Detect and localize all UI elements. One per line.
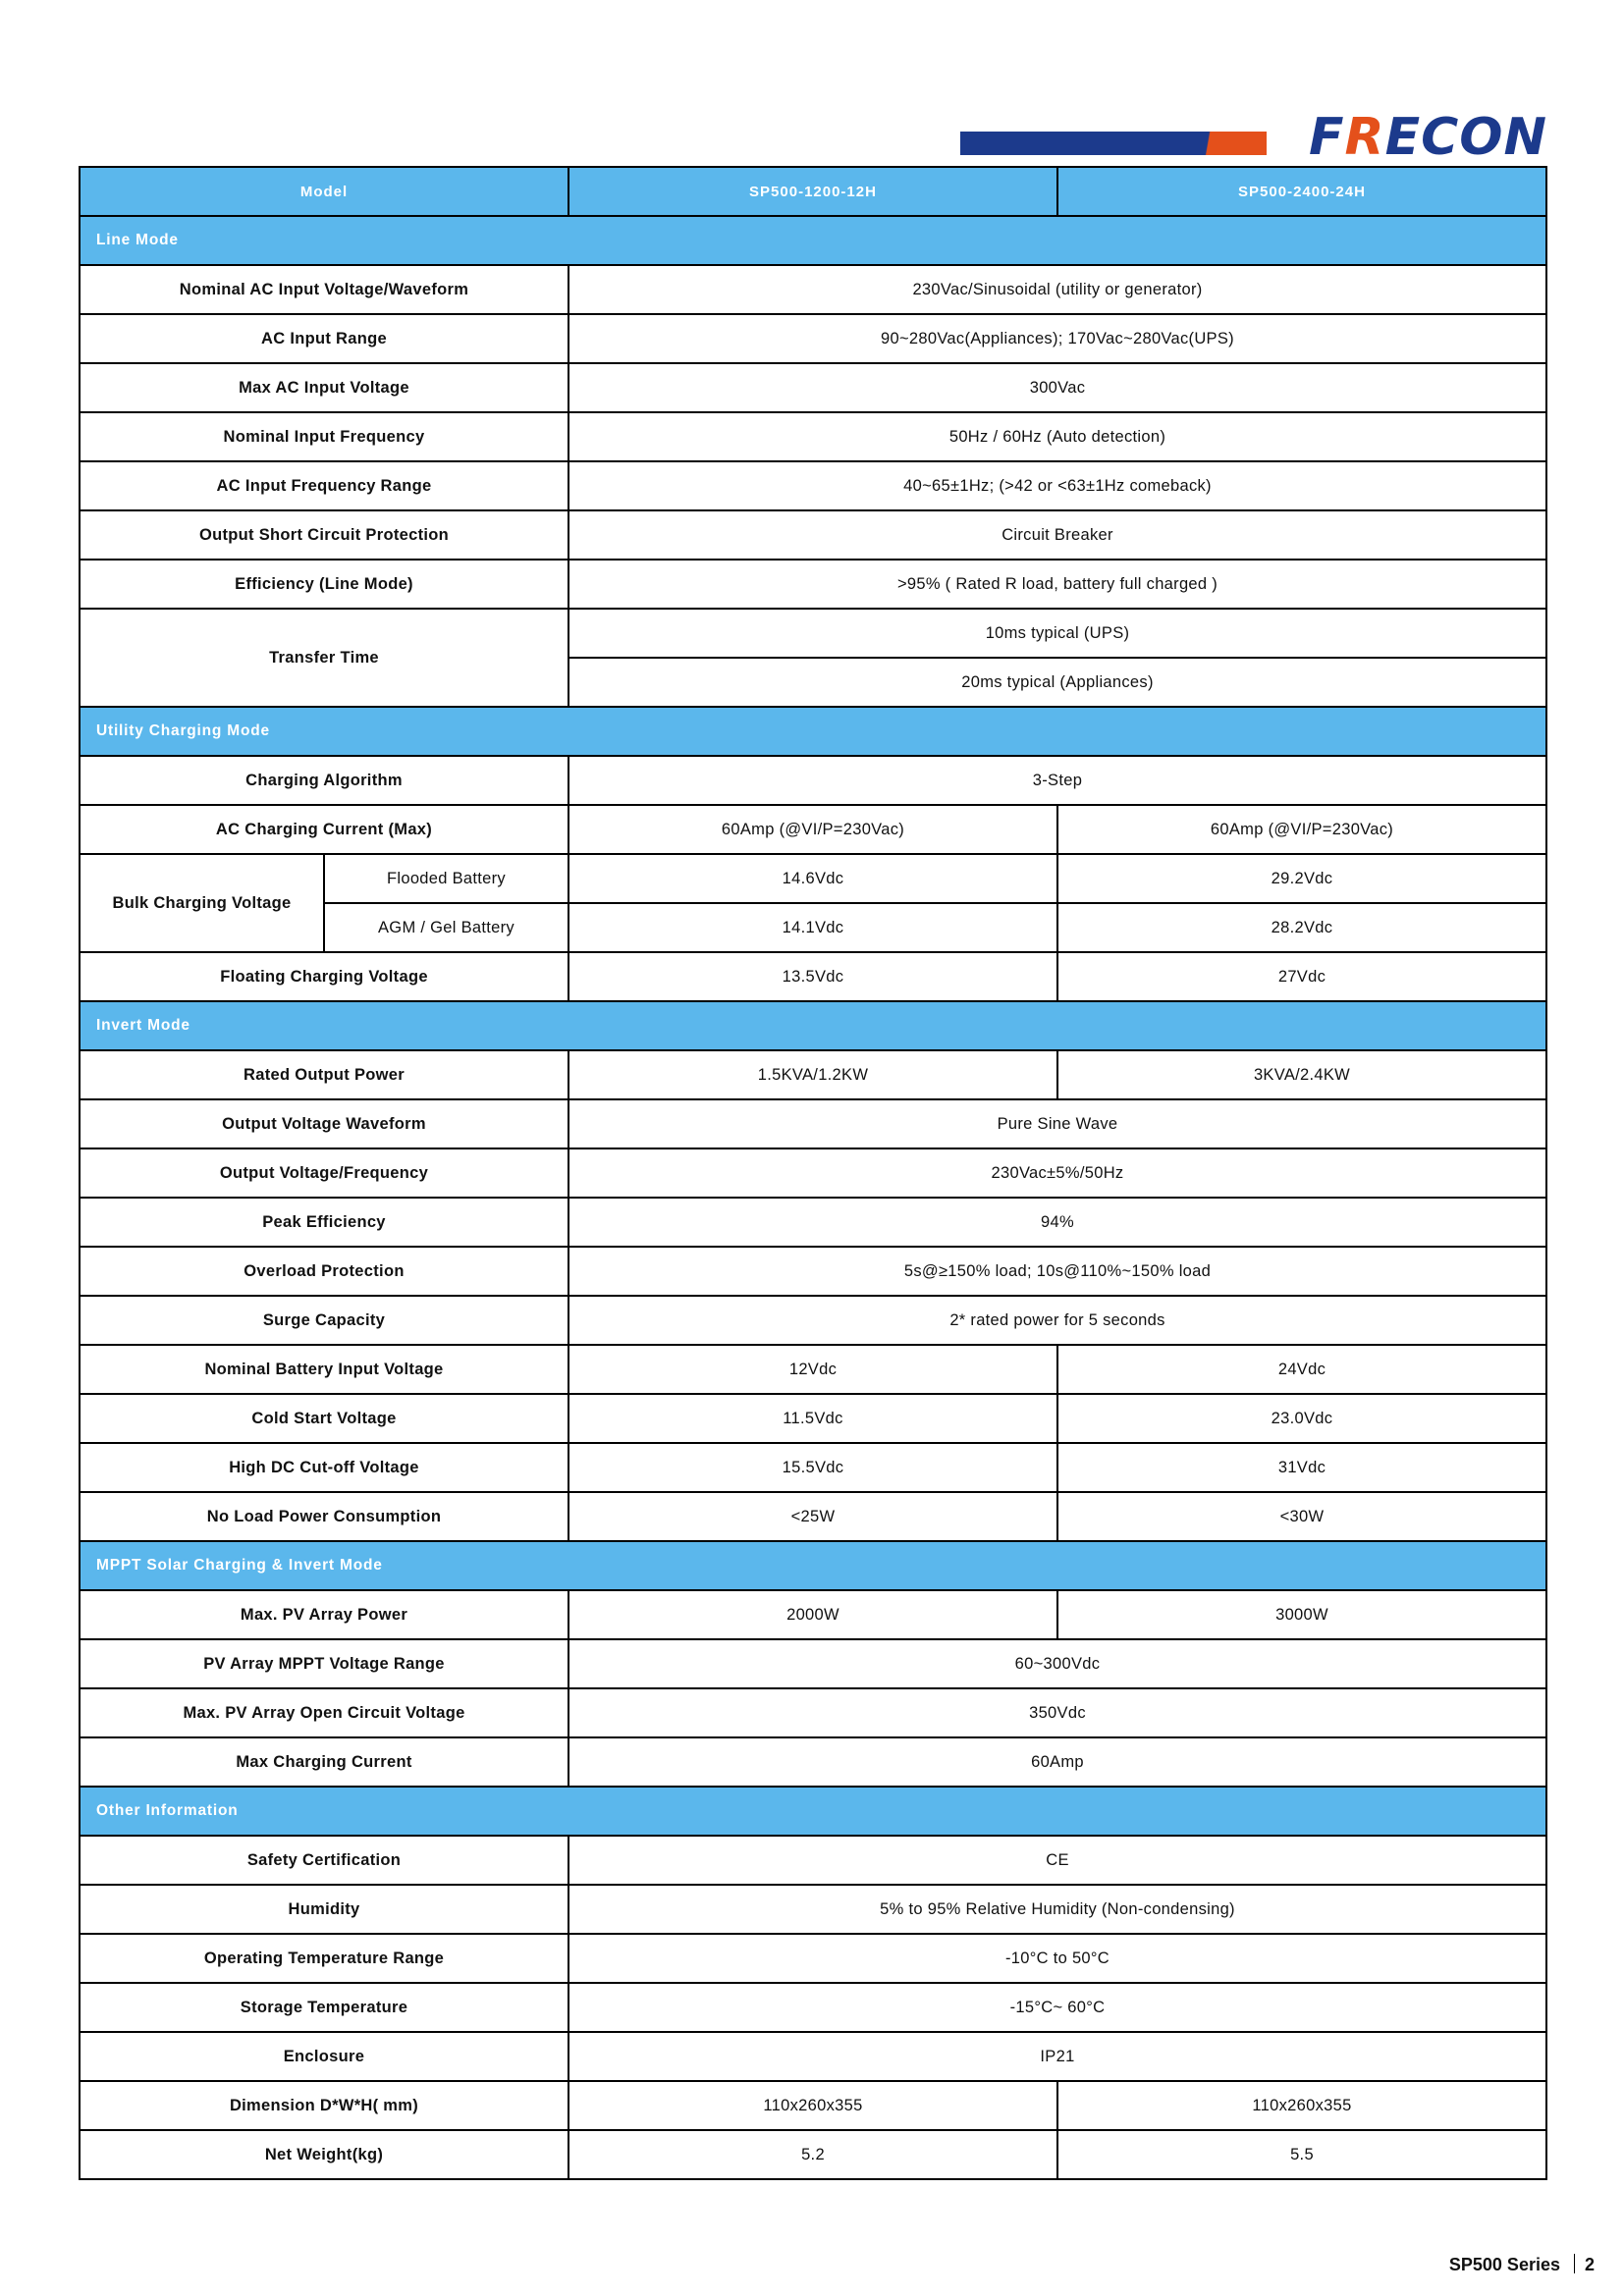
row-label: Net Weight(kg) <box>80 2130 568 2179</box>
row-label: AC Input Frequency Range <box>80 461 568 510</box>
table-row <box>80 2081 1546 2130</box>
table-row <box>80 1099 1546 1148</box>
section-row <box>80 1001 1546 1050</box>
row-value: 230Vac/Sinusoidal (utility or generator) <box>568 265 1546 314</box>
table-row <box>80 2032 1546 2081</box>
footer-series: SP500 Series <box>1448 2255 1560 2274</box>
section-utility-charging: Utility Charging Mode <box>80 707 1546 756</box>
table-row <box>80 1983 1546 2032</box>
table-row <box>80 1148 1546 1198</box>
row-value: 10ms typical (UPS) <box>568 609 1546 658</box>
row-value-b: 31Vdc <box>1057 1443 1546 1492</box>
section-invert-mode: Invert Mode <box>80 1001 1546 1050</box>
table-row <box>80 1443 1546 1492</box>
row-value-b: 28.2Vdc <box>1057 903 1546 952</box>
row-label: No Load Power Consumption <box>80 1492 568 1541</box>
section-mppt: MPPT Solar Charging & Invert Mode <box>80 1541 1546 1590</box>
row-value: 90~280Vac(Appliances); 170Vac~280Vac(UPS) <box>568 314 1546 363</box>
row-value-b: 3000W <box>1057 1590 1546 1639</box>
row-value-b: 110x260x355 <box>1057 2081 1546 2130</box>
row-value-a: 14.6Vdc <box>568 854 1057 903</box>
logo-wordmark: FRECON <box>1309 108 1547 167</box>
row-value: 3-Step <box>568 756 1546 805</box>
table-row <box>80 854 1546 903</box>
row-value: -10°C to 50°C <box>568 1934 1546 1983</box>
row-value: 60Amp <box>568 1737 1546 1787</box>
row-value-a: 110x260x355 <box>568 2081 1057 2130</box>
row-value: Circuit Breaker <box>568 510 1546 560</box>
row-label: Storage Temperature <box>80 1983 568 2032</box>
row-label: Max. PV Array Power <box>80 1590 568 1639</box>
row-label: Safety Certification <box>80 1836 568 1885</box>
page-number: 2 <box>1584 2255 1595 2274</box>
row-sublabel: Flooded Battery <box>324 854 568 903</box>
row-value-b: 29.2Vdc <box>1057 854 1546 903</box>
row-label: Transfer Time <box>80 609 568 707</box>
table-row <box>80 1934 1546 1983</box>
row-value-b: 23.0Vdc <box>1057 1394 1546 1443</box>
row-label: Output Voltage/Frequency <box>80 1148 568 1198</box>
row-label: Output Voltage Waveform <box>80 1099 568 1148</box>
row-value: 50Hz / 60Hz (Auto detection) <box>568 412 1546 461</box>
section-row <box>80 216 1546 265</box>
table-row <box>80 805 1546 854</box>
table-row <box>80 1296 1546 1345</box>
page-footer <box>1449 2254 1595 2275</box>
section-row <box>80 1541 1546 1590</box>
row-value: 20ms typical (Appliances) <box>568 658 1546 707</box>
row-value-b: 27Vdc <box>1057 952 1546 1001</box>
section-other: Other Information <box>80 1787 1546 1836</box>
row-label: Charging Algorithm <box>80 756 568 805</box>
table-row <box>80 1345 1546 1394</box>
row-label: Dimension D*W*H( mm) <box>80 2081 568 2130</box>
table-row <box>80 1050 1546 1099</box>
row-value-b: 24Vdc <box>1057 1345 1546 1394</box>
row-value-b: <30W <box>1057 1492 1546 1541</box>
row-value: 5s@≥150% load; 10s@110%~150% load <box>568 1247 1546 1296</box>
row-label: Floating Charging Voltage <box>80 952 568 1001</box>
header-model-a: SP500-1200-12H <box>568 167 1057 216</box>
row-value: 350Vdc <box>568 1688 1546 1737</box>
row-label: Overload Protection <box>80 1247 568 1296</box>
row-label: Max. PV Array Open Circuit Voltage <box>80 1688 568 1737</box>
row-value: >95% ( Rated R load, battery full charged ) <box>568 560 1546 609</box>
table-row <box>80 2130 1546 2179</box>
row-label: High DC Cut-off Voltage <box>80 1443 568 1492</box>
row-value-a: 5.2 <box>568 2130 1057 2179</box>
row-value: 60~300Vdc <box>568 1639 1546 1688</box>
row-value: 300Vac <box>568 363 1546 412</box>
row-label: Operating Temperature Range <box>80 1934 568 1983</box>
table-row <box>80 1688 1546 1737</box>
row-value-a: 13.5Vdc <box>568 952 1057 1001</box>
row-value-a: 12Vdc <box>568 1345 1057 1394</box>
row-sublabel: AGM / Gel Battery <box>324 903 568 952</box>
frecon-logo <box>960 108 1569 167</box>
table-row <box>80 560 1546 609</box>
table-row <box>80 1590 1546 1639</box>
row-value-a: 1.5KVA/1.2KW <box>568 1050 1057 1099</box>
header-model: Model <box>80 167 568 216</box>
row-label: AC Charging Current (Max) <box>80 805 568 854</box>
spec-table <box>79 166 1547 2180</box>
table-row <box>80 609 1546 658</box>
row-label: Max Charging Current <box>80 1737 568 1787</box>
table-row <box>80 1836 1546 1885</box>
table-row <box>80 510 1546 560</box>
footer-separator <box>1574 2254 1575 2273</box>
row-label: Surge Capacity <box>80 1296 568 1345</box>
row-value: 2* rated power for 5 seconds <box>568 1296 1546 1345</box>
header-model-b: SP500-2400-24H <box>1057 167 1546 216</box>
table-row <box>80 1394 1546 1443</box>
row-label: Nominal Battery Input Voltage <box>80 1345 568 1394</box>
logo-slant-bar <box>1168 132 1267 155</box>
table-header-row <box>80 167 1546 216</box>
section-row <box>80 707 1546 756</box>
row-value-a: 15.5Vdc <box>568 1443 1057 1492</box>
row-label: Nominal Input Frequency <box>80 412 568 461</box>
table-row <box>80 314 1546 363</box>
table-row <box>80 1247 1546 1296</box>
row-value-a: 14.1Vdc <box>568 903 1057 952</box>
row-label: Rated Output Power <box>80 1050 568 1099</box>
row-value: 40~65±1Hz; (>42 or <63±1Hz comeback) <box>568 461 1546 510</box>
table-row <box>80 1639 1546 1688</box>
row-value: -15°C~ 60°C <box>568 1983 1546 2032</box>
row-value: 5% to 95% Relative Humidity (Non-condensing) <box>568 1885 1546 1934</box>
table-row <box>80 363 1546 412</box>
row-label: Cold Start Voltage <box>80 1394 568 1443</box>
table-row <box>80 265 1546 314</box>
row-label: Output Short Circuit Protection <box>80 510 568 560</box>
section-line-mode: Line Mode <box>80 216 1546 265</box>
row-value-b: 5.5 <box>1057 2130 1546 2179</box>
row-label: Efficiency (Line Mode) <box>80 560 568 609</box>
table-row <box>80 461 1546 510</box>
row-label: Humidity <box>80 1885 568 1934</box>
row-label: AC Input Range <box>80 314 568 363</box>
table-row <box>80 1198 1546 1247</box>
table-row <box>80 1737 1546 1787</box>
section-row <box>80 1787 1546 1836</box>
row-label: Bulk Charging Voltage <box>80 854 324 952</box>
row-value: IP21 <box>568 2032 1546 2081</box>
row-label: PV Array MPPT Voltage Range <box>80 1639 568 1688</box>
logo-blue-bar <box>960 132 1186 155</box>
row-value: 230Vac±5%/50Hz <box>568 1148 1546 1198</box>
table-row <box>80 1492 1546 1541</box>
table-row <box>80 952 1546 1001</box>
table-row <box>80 756 1546 805</box>
row-value: 94% <box>568 1198 1546 1247</box>
row-label: Enclosure <box>80 2032 568 2081</box>
table-row <box>80 412 1546 461</box>
row-value-a: 2000W <box>568 1590 1057 1639</box>
row-label: Peak Efficiency <box>80 1198 568 1247</box>
logo-orange-bar <box>1255 132 1267 155</box>
row-value-b: 60Amp (@VI/P=230Vac) <box>1057 805 1546 854</box>
row-label: Nominal AC Input Voltage/Waveform <box>80 265 568 314</box>
row-value-b: 3KVA/2.4KW <box>1057 1050 1546 1099</box>
row-value-a: 60Amp (@VI/P=230Vac) <box>568 805 1057 854</box>
row-label: Max AC Input Voltage <box>80 363 568 412</box>
row-value: Pure Sine Wave <box>568 1099 1546 1148</box>
table-row <box>80 1885 1546 1934</box>
row-value-a: <25W <box>568 1492 1057 1541</box>
row-value: CE <box>568 1836 1546 1885</box>
row-value-a: 11.5Vdc <box>568 1394 1057 1443</box>
